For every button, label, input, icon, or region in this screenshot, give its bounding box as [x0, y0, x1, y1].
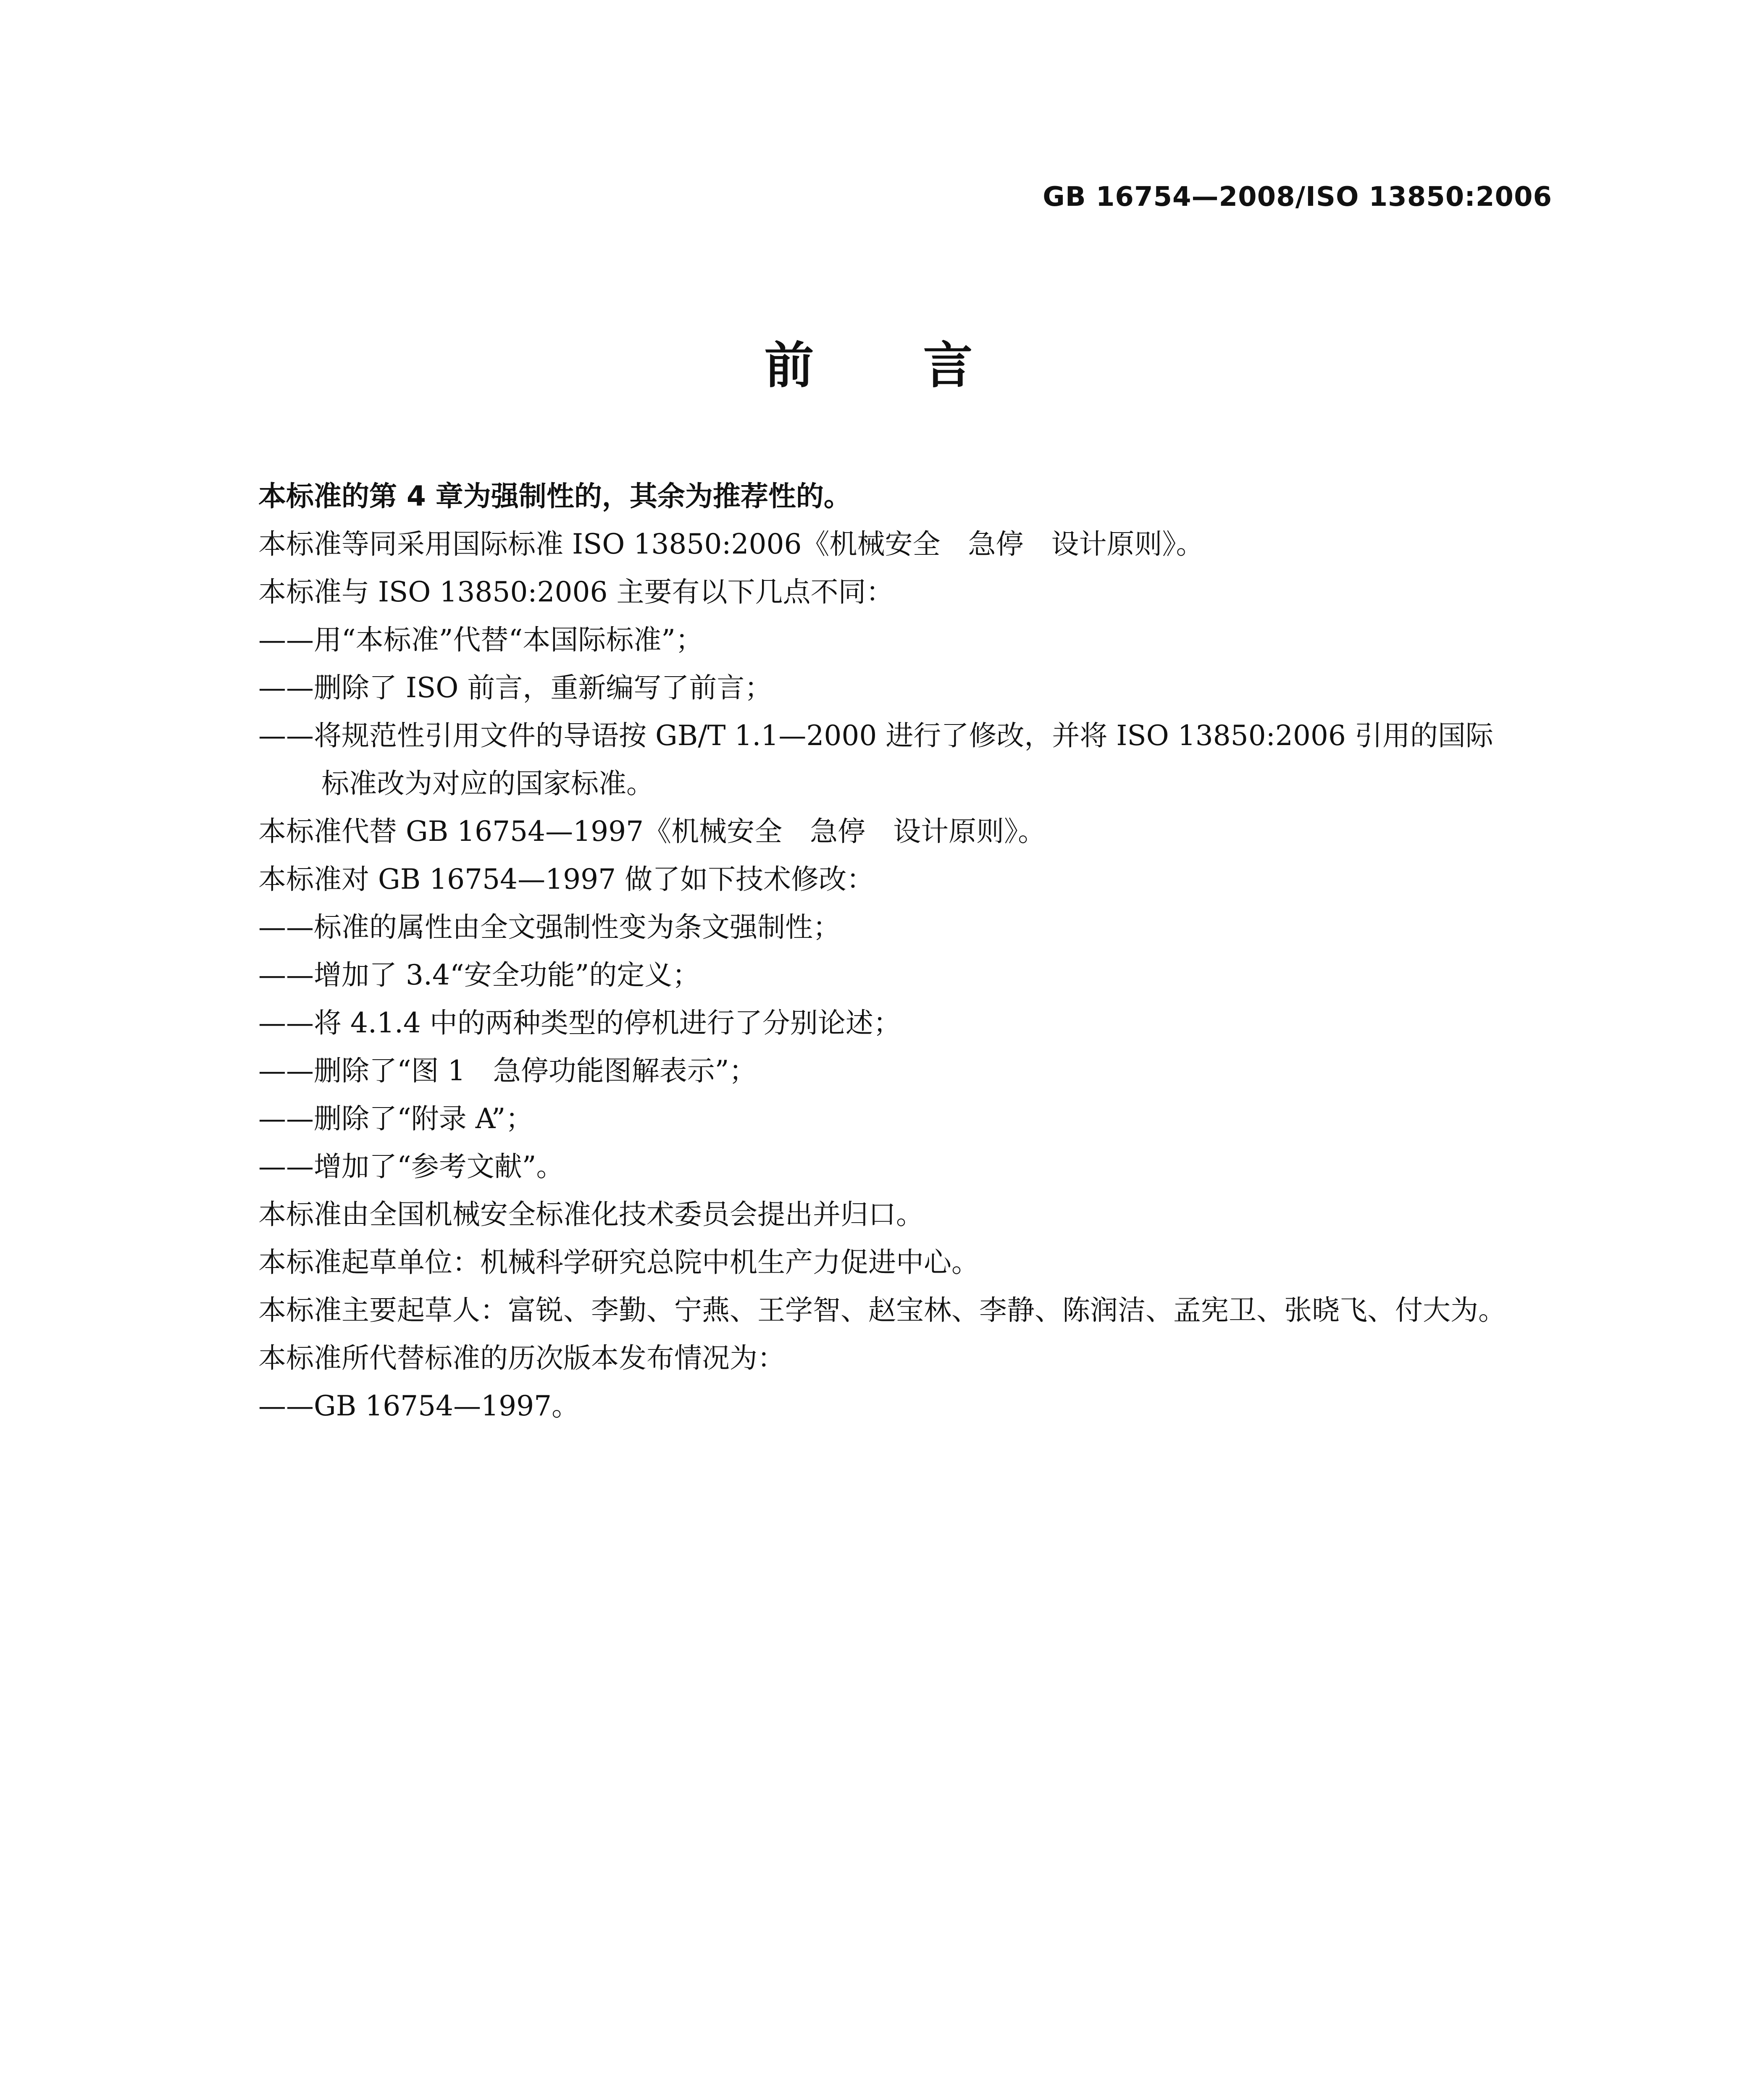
list-item: ——将规范性引用文件的导语按 GB/T 1.1—2000 进行了修改，并将 ISO 13850:2006 引用的国际 — [258, 719, 1493, 752]
list-item: ——删除了 ISO 前言，重新编写了前言； — [258, 672, 773, 704]
chapter-mandatory-statement: 本标准的第 4 章为强制性的，其余为推荐性的。 — [258, 480, 851, 512]
list-item: ——用“本标准”代替“本国际标准”； — [258, 624, 703, 656]
list-item: ——删除了“附录 A”； — [258, 1102, 533, 1135]
list-item: ——GB 16754—1997。 — [258, 1390, 580, 1422]
list-item: ——删除了“图 1 急停功能图解表示”； — [258, 1055, 757, 1087]
paragraph-line: 本标准与 ISO 13850:2006 主要有以下几点不同： — [258, 576, 894, 608]
list-item: ——将 4.1.4 中的两种类型的停机进行了分别论述； — [258, 1007, 901, 1039]
paragraph-line: 本标准所代替标准的历次版本发布情况为： — [258, 1342, 785, 1374]
list-item: ——增加了 3.4“安全功能”的定义； — [258, 959, 700, 991]
paragraph-line: 本标准由全国机械安全标准化技术委员会提出并归口。 — [258, 1198, 924, 1231]
foreword-body — [258, 472, 1556, 1430]
list-item: ——增加了“参考文献”。 — [258, 1150, 564, 1183]
paragraph-line: 本标准对 GB 16754—1997 做了如下技术修改： — [258, 863, 875, 895]
paragraph-line: 本标准主要起草人：富锐、李勤、宁燕、王学智、赵宝林、李静、陈润洁、孟宪卫、张晓飞、付大为。 — [258, 1294, 1506, 1326]
page-title: 前言 — [764, 336, 1082, 394]
list-item: ——标准的属性由全文强制性变为条文强制性； — [258, 911, 841, 943]
paragraph-line: 本标准代替 GB 16754—1997《机械安全 急停 设计原则》。 — [258, 815, 1046, 848]
paragraph-line: 本标准起草单位：机械科学研究总院中机生产力促进中心。 — [258, 1246, 979, 1278]
standard-number-header: GB 16754—2008/ISO 13850:2006 — [1043, 181, 1552, 213]
list-item-continuation: 标准改为对应的国家标准。 — [321, 767, 654, 800]
paragraph-line: 本标准等同采用国际标准 ISO 13850:2006《机械安全 急停 设计原则》。 — [258, 528, 1204, 560]
